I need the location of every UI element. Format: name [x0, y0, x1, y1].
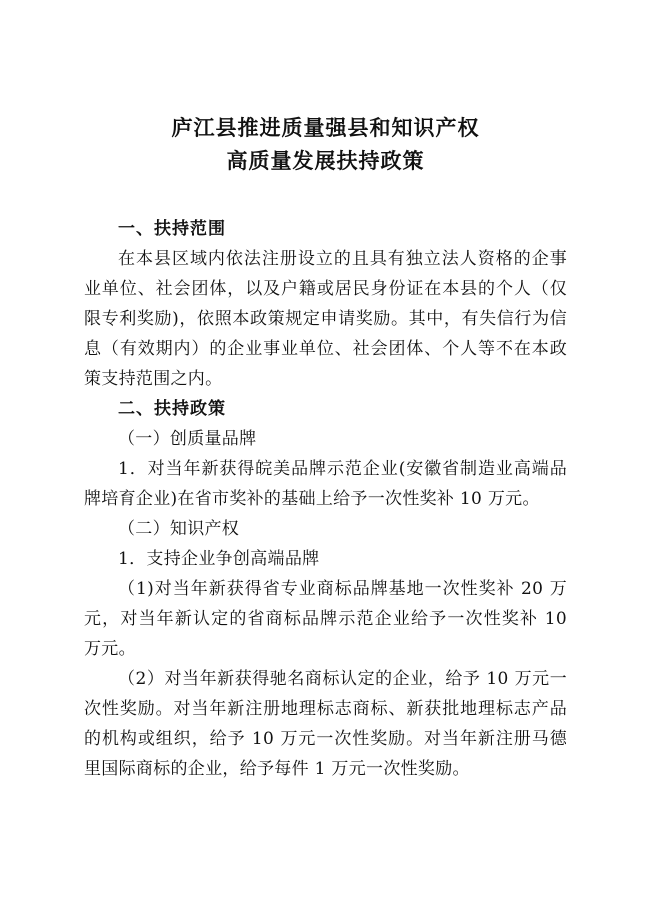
paragraph-quality-brand-award: 1．对当年新获得皖美品牌示范企业(安徽省制造业高端品牌培育企业)在省市奖补的基础上给予一次性奖补 10 万元。 — [84, 459, 567, 509]
paragraph-famous-trademark-award: （2）对当年新获得驰名商标认定的企业，给予 10 万元一次性奖励。对当年新注册地理标志商标、新获批地理标志产品的机构或组织，给予 10 万元一次性奖励。对当年新注册马德里国际商标的企业，给予每件 1 万元一次性奖励。 — [84, 669, 567, 779]
section-heading-support-scope: 一、扶持范围 — [118, 219, 226, 239]
doc-title-line2: 高质量发展扶持政策 — [226, 149, 425, 173]
paragraph-trademark-base-award: （1)对当年新获得省专业商标品牌基地一次性奖补 20 万元，对当年新认定的省商标品牌示范企业给予一次性奖补 10 万元。 — [84, 579, 567, 659]
doc-body — [84, 214, 567, 784]
paragraph-support-scope: 在本县区域内依法注册设立的且具有独立法人资格的企事业单位、社会团体，以及户籍或居民身份证在本县的个人（仅限专利奖励)，依照本政策规定申请奖励。其中，有失信行为信息（有效期内）的企业事业单位、社会团体、个人等不在本政策支持范围之内。 — [84, 249, 567, 389]
subheading-high-end-brand: 1．支持企业争创高端品牌 — [118, 549, 320, 569]
doc-title — [84, 112, 567, 178]
subheading-intellectual-property: （二）知识产权 — [118, 519, 240, 539]
subheading-quality-brand: （一）创质量品牌 — [118, 429, 257, 449]
doc-title-line1: 庐江县推进质量强县和知识产权 — [171, 116, 480, 140]
section-heading-support-policy: 二、扶持政策 — [118, 399, 226, 419]
